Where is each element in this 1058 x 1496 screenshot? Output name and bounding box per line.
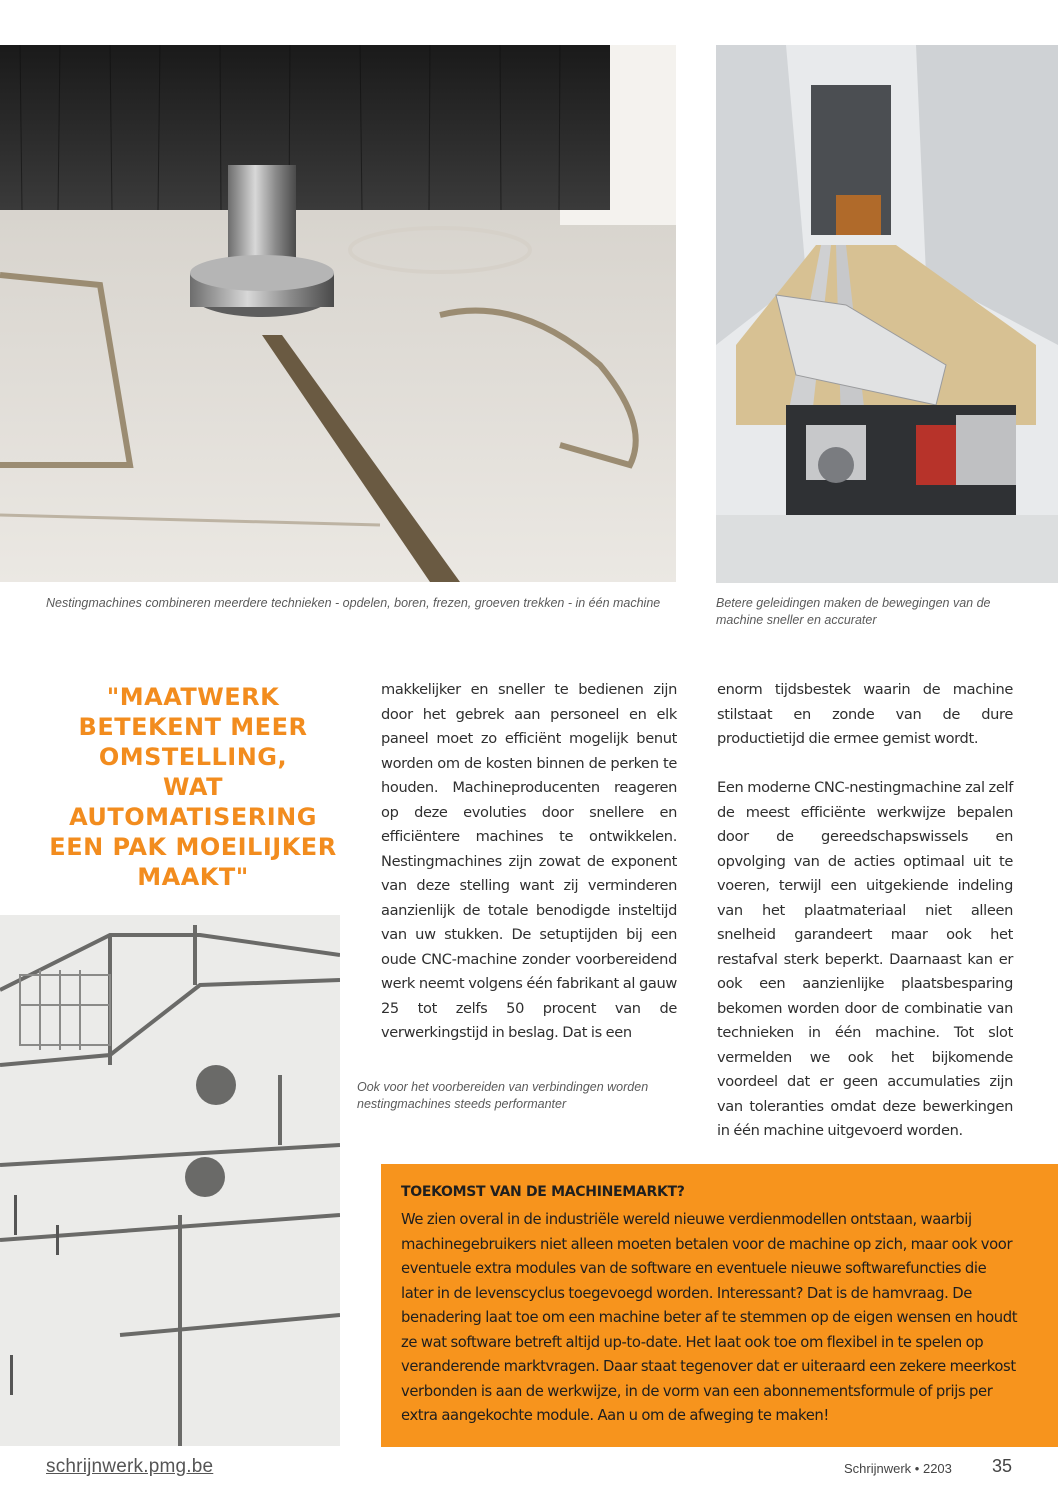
info-box-text: We zien overal in de industriële wereld nieuwe verdienmodellen ontstaan, waarbij machinegebruikers niet alleen moeten betalen voor de machine op zich, maar ook voor eventuele extra modules van de software en eventuele nieuwe softwarefuncties die later in de levenscyclus toegevoegd worden. Interessant? Dat is de hamvraag. De benadering laat toe om een machine beter af te stemmen op de eigen wensen en houdt ze wat software betreft altijd up-to-date. Het laat ook toe om flexibel in te spelen op veranderende marktvragen. Daar staat tegenover dat er uiteraard een zekere meerkost verbonden is aan de werkwijze, in de vorm van een abonnementsformule of prijs per extra aangekochte module. Aan u om de afweging te maken! [401,1211,1018,1424]
pull-quote-line: AUTOMATISERING [69,803,317,831]
info-box-title: TOEKOMST VAN DE MACHINEMARKT? [401,1184,685,1200]
nested-panel-illustration [0,915,340,1446]
body-paragraph: Een moderne CNC-nestingmachine zal zelf de meest efficiënte werkwijze bepalen door de gereedschapswissels en opvolging van de acties optimaal uit te voeren, terwijl een uitgekiende indeling van het plaatmateriaal niet alleen snelheid garandeert maar ook het restafval sterk beperkt. Daarnaast kan er ook een aanzienlijke plaatsbesparing bekomen worden door de combinatie van technieken in één machine. Tot slot vermelden we ook het bijkomende voordeel dat er geen accumulaties zijn van toleranties omdat deze bewerkingen in één machine uitgevoerd worden. [717,779,1013,1139]
info-box [381,1164,1058,1447]
caption-top-left: Nestingmachines combineren meerdere technieken - opdelen, boren, frezen, groeven trekken - in één machine [46,596,661,610]
body-column-2: makkelijker en sneller te bedienen zijn door het gebrek aan personeel en elk paneel moet zo efficiënt mogelijk benut worden om de kosten binnen de perken te houden. Machineproducenten reageren op deze evoluties door snellere en efficiëntere machines te ontwikkelen. Nestingmachines zijn zowat de exponent van deze stelling want zij verminderen aanzienlijk de totale benodigde insteltijd van uw stukken. De setuptijden bij een oude CNC-machine zonder voorbereidend werk neemt volgens één fabrikant al gauw 25 tot zelfs 50 procent van de verwerkingstijd in beslag. Dat is een [381,681,677,1041]
pull-quote-line: MAAKT" [137,863,249,891]
footer-website-link[interactable]: schrijnwerk.pmg.be [46,1456,214,1477]
pull-quote-line: "MAATWERK [106,683,280,711]
pull-quote-line: WAT [163,773,223,801]
machine-guides-illustration [716,45,1058,583]
pull-quote [40,682,346,892]
photo-cnc-spindle [0,45,676,582]
pull-quote-line: EEN PAK MOEILIJKER [49,833,337,861]
photo-nested-panel [0,915,340,1446]
body-paragraph: enorm tijdsbestek waarin de machine stilstaat en zonde van de dure productietijd die ermee gemist wordt. [717,681,1013,747]
photo-machine-guides [716,45,1058,583]
body-column-3 [717,678,1013,1168]
pull-quote-line: OMSTELLING, [98,743,288,771]
footer-magazine-issue: Schrijnwerk • 2203 [844,1461,952,1476]
cnc-spindle-illustration [0,45,676,582]
caption-middle: Ook voor het voorbereiden van verbindingen worden nestingmachines steeds performanter [357,1080,649,1111]
page-number: 35 [992,1456,1013,1476]
caption-top-right: Betere geleidingen maken de bewegingen van de machine sneller en accurater [716,596,991,627]
pull-quote-line: BETEKENT MEER [78,713,308,741]
